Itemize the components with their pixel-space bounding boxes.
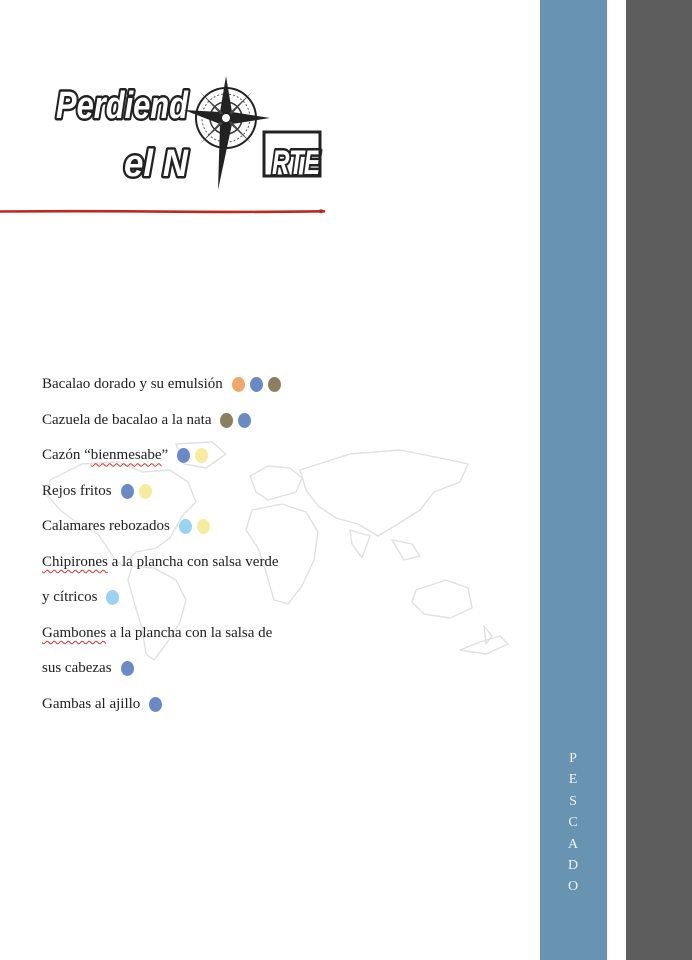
spellcheck-flagged-word: bienmesabe: [90, 447, 162, 464]
dish-name-text: Gambas al ajillo: [42, 695, 141, 712]
menu-item: [42, 474, 342, 510]
dish-name: [42, 625, 272, 642]
red-divider-line: [0, 209, 324, 214]
dish-name: [42, 518, 170, 535]
dish-name: [42, 483, 112, 500]
allergen-dot-icon: [121, 661, 134, 676]
menu-item: [42, 509, 342, 545]
section-letter: D: [567, 858, 580, 874]
logo-text-el-n: el N: [124, 143, 190, 185]
allergen-dot-icon: [121, 484, 134, 499]
section-title-vertical: [540, 748, 607, 898]
allergen-dots: [149, 697, 162, 712]
dish-name: [42, 376, 223, 393]
allergen-dots: [177, 448, 208, 463]
spellcheck-flagged-word: Chipirones: [42, 553, 108, 570]
allergen-dot-icon: [268, 377, 281, 392]
logo-text-rte: RTE: [272, 144, 321, 182]
menu-item: [42, 403, 342, 439]
allergen-dot-icon: [220, 413, 233, 428]
dish-name-text: ”: [161, 447, 169, 464]
menu-item: [42, 545, 342, 581]
allergen-dot-icon: [195, 448, 208, 463]
allergen-dot-icon: [238, 413, 251, 428]
allergen-dots: [106, 590, 119, 605]
dish-name: [42, 696, 140, 713]
allergen-dots: [121, 484, 152, 499]
menu-item: [42, 367, 342, 403]
section-letter: E: [568, 772, 579, 788]
logo-text-perdiend: Perdiend: [56, 85, 189, 127]
section-letter: O: [567, 879, 580, 895]
menu-list: [42, 367, 342, 722]
allergen-dot-icon: [139, 484, 152, 499]
allergen-dots: [220, 413, 251, 428]
menu-item: [42, 687, 342, 723]
dish-name-text: Calamares rebozados: [42, 518, 170, 535]
dish-name: [42, 412, 211, 429]
spellcheck-flagged-word: Gambones: [42, 624, 107, 641]
section-letter: A: [567, 836, 580, 852]
allergen-dot-icon: [232, 377, 245, 392]
dish-name: [42, 660, 112, 677]
allergen-dot-icon: [250, 377, 263, 392]
allergen-dot-icon: [177, 448, 190, 463]
allergen-dots: [232, 377, 281, 392]
dish-name: [42, 589, 97, 606]
section-letter: P: [569, 751, 578, 766]
dish-name-text: Bacalao dorado y su emulsión: [42, 376, 223, 393]
dish-name: [42, 447, 168, 464]
section-letter: S: [569, 793, 578, 809]
dish-name: [42, 554, 279, 571]
dish-name-text: sus cabezas: [42, 660, 112, 677]
dish-name-text: Cazuela de bacalao a la nata: [42, 411, 212, 428]
compass-rose-icon: [184, 76, 270, 190]
dish-name-text: Cazón “: [42, 447, 91, 464]
allergen-dots: [179, 519, 210, 534]
menu-item: [42, 438, 342, 474]
allergen-dot-icon: [179, 519, 192, 534]
allergen-dot-icon: [106, 590, 119, 605]
menu-item: [42, 651, 342, 687]
dish-name-text: a la plancha con la salsa de: [106, 624, 273, 641]
menu-item: [42, 580, 342, 616]
allergen-dots: [121, 661, 134, 676]
section-letter: C: [568, 815, 579, 831]
allergen-dot-icon: [197, 519, 210, 534]
dish-name-text: y cítricos: [42, 589, 98, 606]
allergen-dot-icon: [149, 697, 162, 712]
dish-name-text: a la plancha con salsa verde: [107, 553, 279, 570]
menu-item: [42, 616, 342, 652]
restaurant-logo: [54, 74, 324, 194]
dish-name-text: Rejos fritos: [42, 482, 112, 499]
sidebar-gray-band: [626, 0, 692, 960]
sidebar-gap: [607, 0, 626, 960]
